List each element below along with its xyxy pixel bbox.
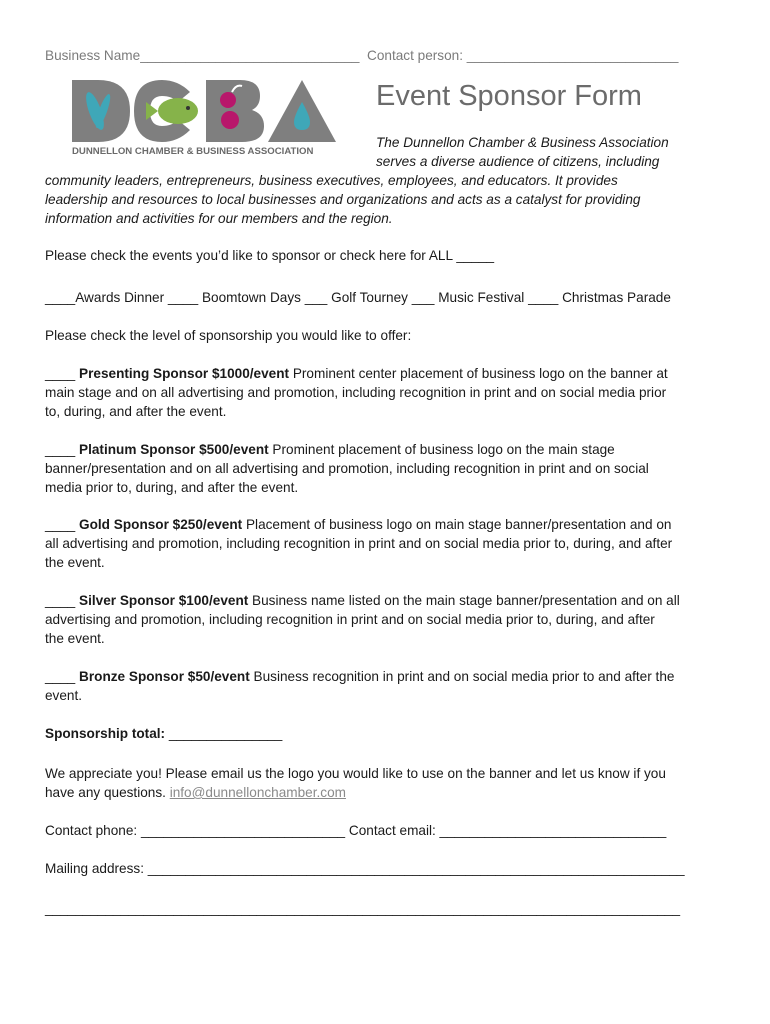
level-desc: all advertising and promotion, including recognition in print and on social media prior to, during, and after: [45, 536, 673, 551]
level-desc: Business recognition in print and on social media prior to and after the: [249, 669, 675, 684]
level-name: Platinum Sponsor $500/event: [79, 442, 269, 457]
mailing-address-extra-line[interactable]: ____________________________________________________________________________________: [45, 901, 681, 916]
intro-line: The Dunnellon Chamber & Business Association: [376, 135, 669, 150]
intro-line: leadership and resources to local businesses and organizations and acts as a catalyst for providing: [45, 192, 641, 207]
logo-fish-icon: [158, 98, 198, 124]
email-link[interactable]: info@dunnellonchamber.com: [169, 785, 346, 800]
level-desc: the event.: [45, 631, 105, 646]
level-desc: media prior to, during, and after the event.: [45, 480, 299, 495]
level-blank[interactable]: ____: [45, 517, 80, 532]
mailing-address-field[interactable]: Mailing address: _______________________________________________________________________: [45, 861, 685, 876]
logo-tagline: DUNNELLON CHAMBER & BUSINESS ASSOCIATION: [72, 146, 314, 157]
appreciate-line-2: have any questions. info@dunnellonchamber.com: [45, 785, 346, 800]
level-name: Silver Sponsor $100/event: [79, 593, 249, 608]
level-desc: main stage and on all advertising and promotion, including recognition in print and on social media prior: [45, 385, 667, 400]
events-prompt[interactable]: Please check the events you’d like to sponsor or check here for ALL _____: [45, 248, 495, 263]
level-blank[interactable]: ____: [45, 669, 80, 684]
logo-cherry-icon: [220, 92, 236, 108]
level-name: Gold Sponsor $250/event: [79, 517, 243, 532]
level-name: Presenting Sponsor $1000/event: [79, 366, 290, 381]
events-checklist[interactable]: ____Awards Dinner ____ Boomtown Days ___ Golf Tourney ___ Music Festival ____ Christmas Parade: [45, 290, 671, 305]
level-desc: the event.: [45, 555, 105, 570]
sponsorship-total-field[interactable]: [45, 724, 725, 743]
contact-person-field[interactable]: Contact person: ____________________________: [367, 48, 679, 63]
level-blank[interactable]: ____: [45, 366, 80, 381]
level-name: Bronze Sponsor $50/event: [79, 669, 250, 684]
level-desc: Business name listed on the main stage banner/presentation and on all: [248, 593, 680, 608]
level-prompt: Please check the level of sponsorship you would like to offer:: [45, 328, 412, 343]
level-desc: Placement of business logo on main stage banner/presentation and on: [242, 517, 672, 532]
business-name-field[interactable]: Business Name_____________________________: [45, 48, 360, 63]
level-desc: advertising and promotion, including recognition in print and on social media prior to, during, and after: [45, 612, 655, 627]
level-desc: Prominent center placement of business logo on the banner at: [289, 366, 668, 381]
intro-line: information and activities for our members and the region.: [45, 211, 393, 226]
appreciate-line: We appreciate you! Please email us the logo you would like to use on the banner and let us know if you: [45, 766, 666, 781]
level-desc: banner/presentation and on all advertising and promotion, including recognition in print and on social: [45, 461, 649, 476]
total-label: Sponsorship total:: [45, 726, 166, 741]
intro-line: serves a diverse audience of citizens, including: [376, 154, 660, 169]
total-blank[interactable]: _______________: [165, 726, 283, 741]
level-desc: event.: [45, 688, 83, 703]
header-fields: [45, 46, 725, 65]
level-blank[interactable]: ____: [45, 593, 80, 608]
intro-line: community leaders, entrepreneurs, business executives, employees, and educators. It provides: [45, 173, 618, 188]
level-desc: Prominent placement of business logo on the main stage: [268, 442, 615, 457]
page-title: Event Sponsor Form: [376, 80, 642, 112]
logo-letter-b: [206, 80, 264, 142]
level-blank[interactable]: ____: [45, 442, 80, 457]
contact-fields[interactable]: Contact phone: ___________________________ Contact email: ______________________________: [45, 823, 667, 838]
dcba-logo: [70, 78, 340, 158]
level-desc: to, during, and after the event.: [45, 404, 227, 419]
